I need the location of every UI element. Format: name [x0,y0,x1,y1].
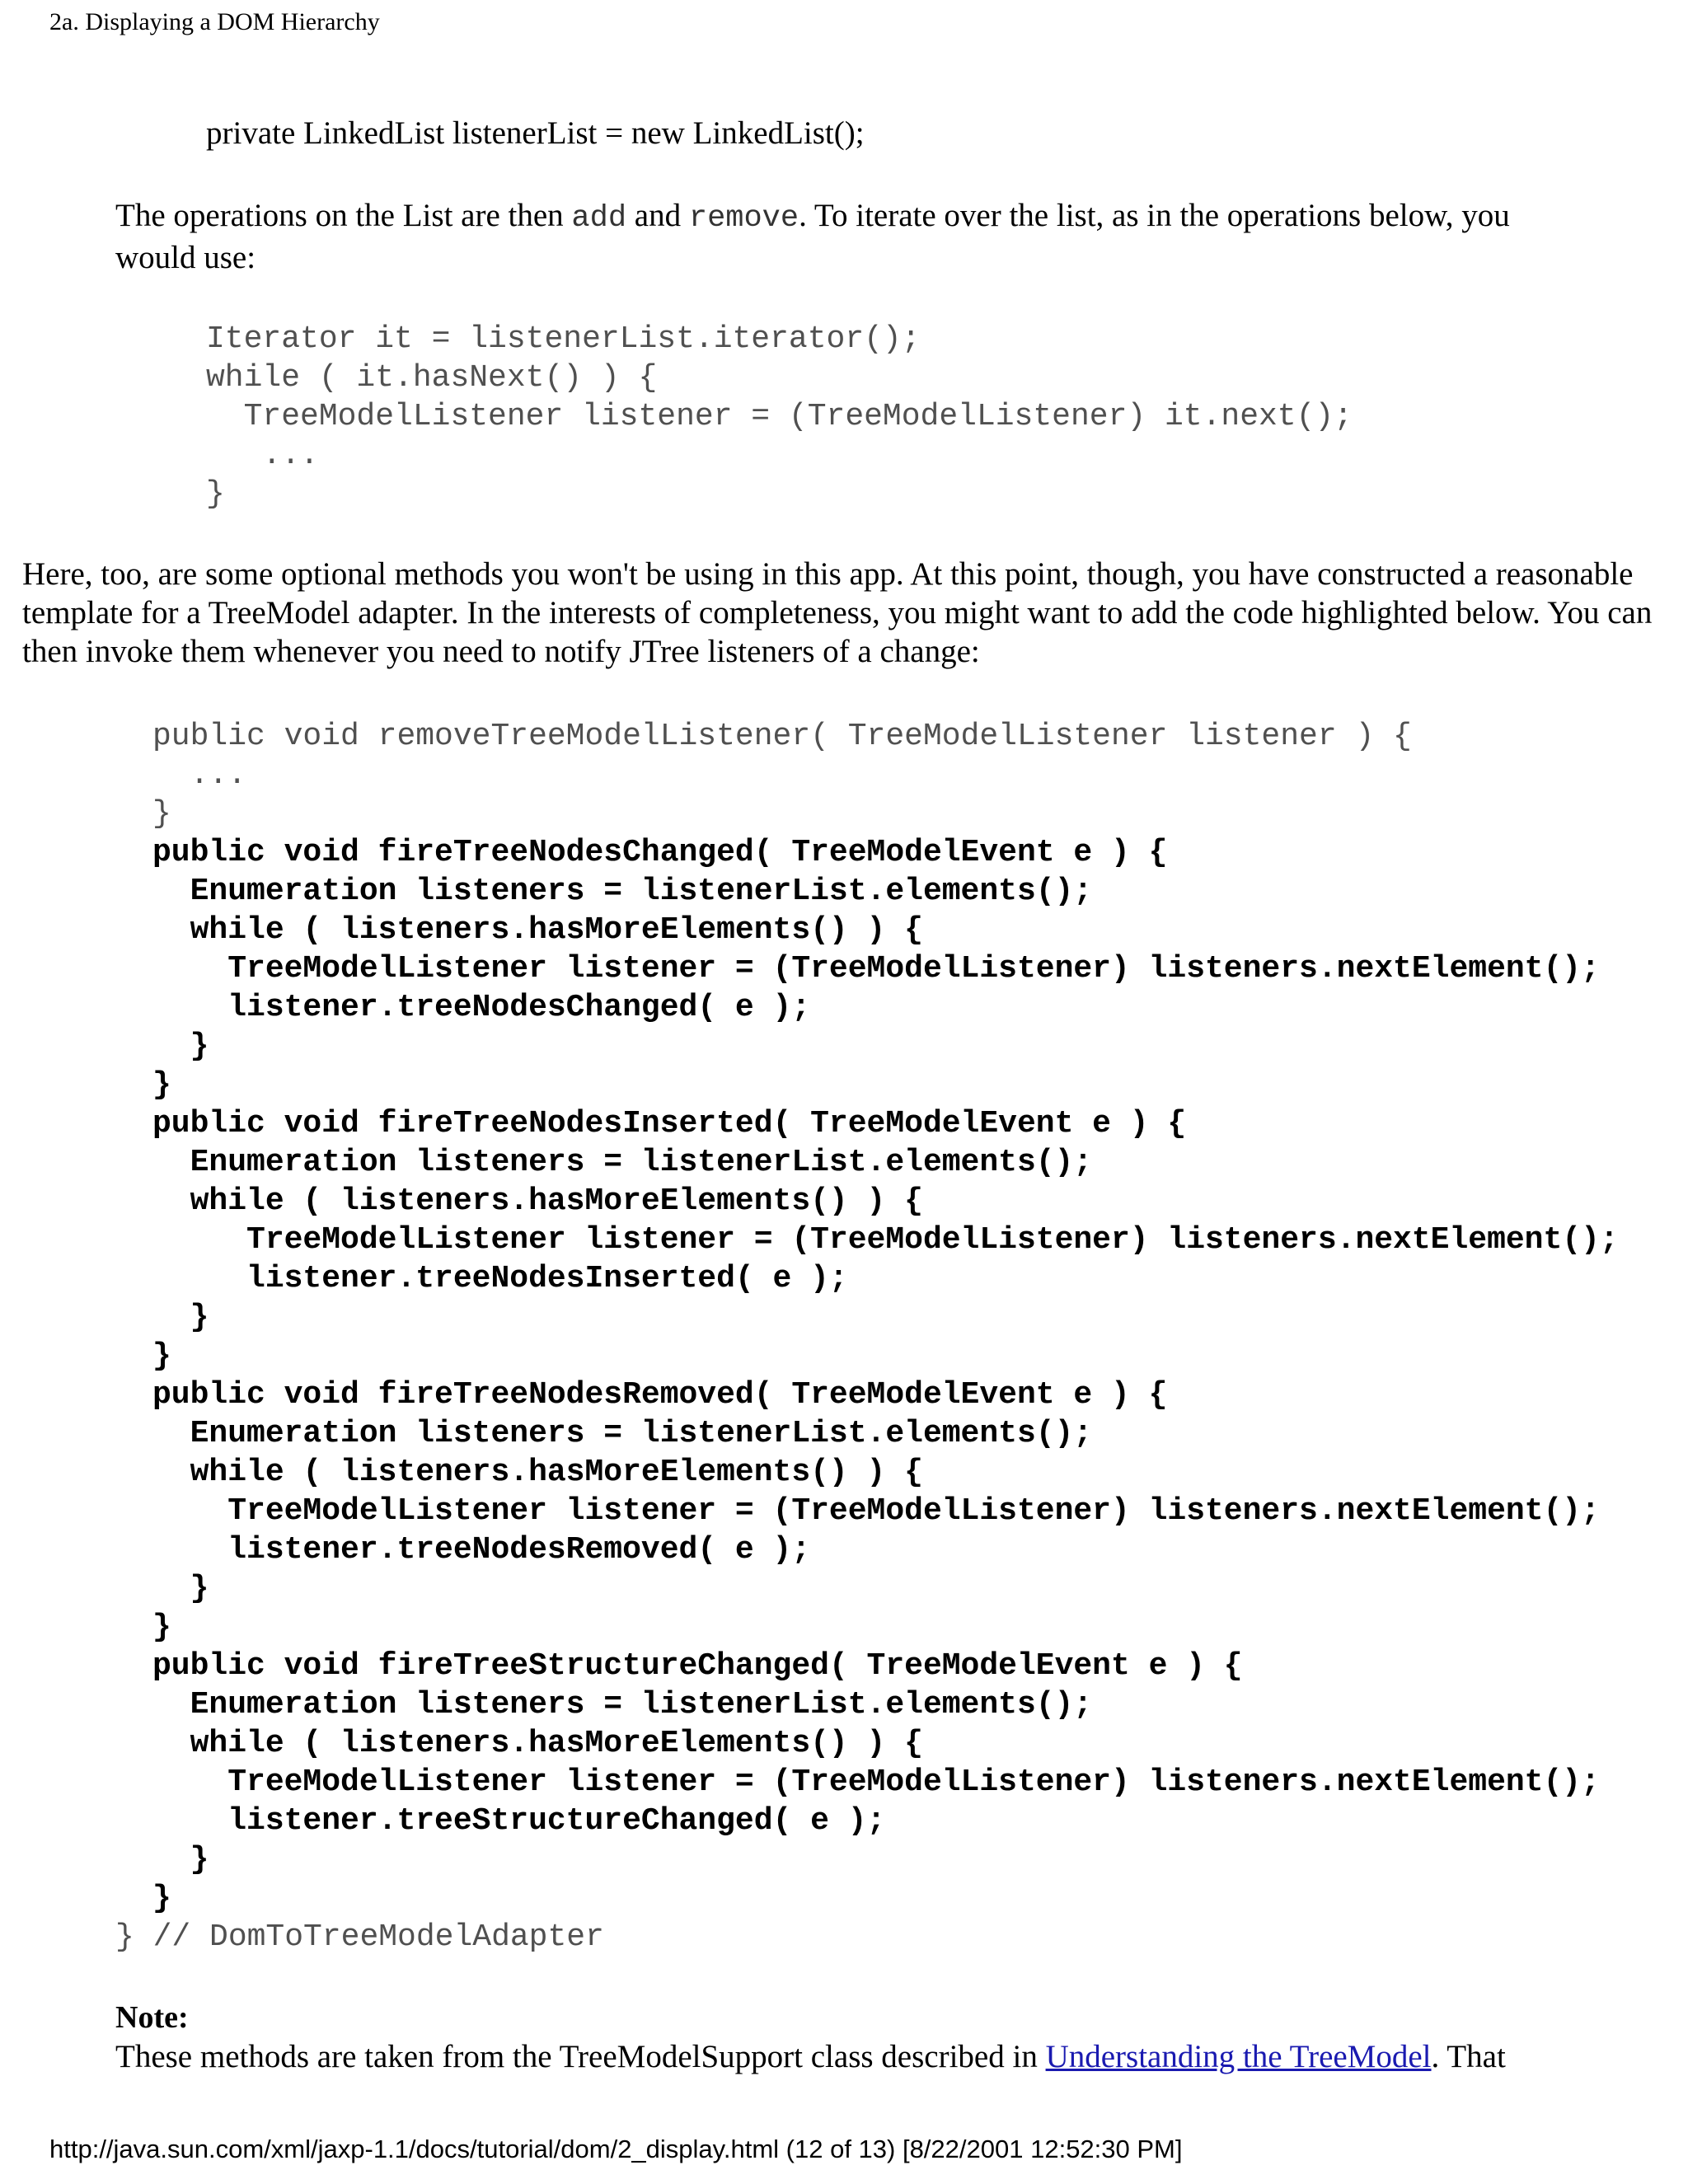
closing-code-line: } // DomToTreeModelAdapter [115,1919,604,1955]
code-line: public void fireTreeNodesRemoved( TreeModelEvent e ) { [152,1377,1168,1413]
code-line: TreeModelListener listener = (TreeModelListener) listeners.nextElement(); [152,951,1600,987]
code-line: TreeModelListener listener = (TreeModelListener) it.next(); [206,399,1353,434]
code-line: TreeModelListener listener = (TreeModelListener) listeners.nextElement(); [152,1765,1600,1800]
code-line: while ( listeners.hasMoreElements() ) { [152,1455,923,1490]
code-line: } [152,1300,209,1335]
code-line: } [152,1338,171,1374]
code-line: } [152,1842,209,1877]
code-line: Enumeration listeners = listenerList.elements(); [152,1145,1093,1180]
code-line: } [152,1610,171,1645]
note-label: Note: [115,2000,189,2035]
understanding-treemodel-link[interactable]: Understanding the TreeModel [1045,2039,1432,2074]
linkedlist-declaration: private LinkedList listenerList = new LinkedList(); [206,115,865,151]
code-line: listener.treeNodesInserted( e ); [152,1261,848,1296]
code-line: } [152,1067,171,1103]
code-line: Enumeration listeners = listenerList.elements(); [152,874,1093,909]
code-line: listener.treeStructureChanged( e ); [152,1803,886,1839]
fire-methods-code-block [152,833,1619,1918]
inline-code-remove: remove [688,201,799,236]
code-line: } [152,796,171,832]
code-line: } [152,1029,209,1064]
code-line: } [152,1881,171,1916]
code-line: public void fireTreeNodesChanged( TreeModelEvent e ) { [152,835,1168,870]
code-line: listener.treeNodesChanged( e ); [152,990,811,1025]
inline-code-add: add [571,201,627,236]
code-line: listener.treeNodesRemoved( e ); [152,1532,811,1568]
code-line: while ( it.hasNext() ) { [206,360,658,396]
note-text: These methods are taken from the TreeModelSupport class described in Understanding the TreeModel. That [115,2039,1506,2074]
code-line: Enumeration listeners = listenerList.elements(); [152,1687,1093,1722]
code-line: public void removeTreeModelListener( TreeModelListener listener ) { [152,719,1412,754]
code-line: ... [206,438,319,473]
code-line: Enumeration listeners = listenerList.elements(); [152,1416,1093,1451]
code-line: ... [152,757,247,793]
page-header-title: 2a. Displaying a DOM Hierarchy [49,8,380,35]
iterator-code-block [206,320,1353,513]
code-line: public void fireTreeStructureChanged( TreeModelEvent e ) { [152,1648,1243,1684]
page-footer-url: http://java.sun.com/xml/jaxp-1.1/docs/tutorial/dom/2_display.html (12 of 13) [8/22/2001 12:52:30 PM] [49,2135,1183,2163]
code-line: } [152,1571,209,1606]
code-line: } [206,476,225,512]
code-line: TreeModelListener listener = (TreeModelListener) listeners.nextElement(); [152,1493,1600,1529]
remove-listener-code-block [152,717,1412,833]
code-line: public void fireTreeNodesInserted( TreeModelEvent e ) { [152,1106,1187,1141]
paragraph-optional-methods: Here, too, are some optional methods you won't be using in this app. At this point, though, you have constructed a reasonable template for a TreeModel adapter. In the interests of completeness, you might want to add the code highlighted below. You can then invoke them whenever you need to notify JTree listeners of a change: [22,556,1653,669]
code-line: while ( listeners.hasMoreElements() ) { [152,1183,923,1219]
code-line: Iterator it = listenerList.iterator(); [206,321,921,357]
paragraph-list-operations: The operations on the List are then add and remove. To iterate over the list, as in the operations below, you would use: [115,198,1510,275]
code-line: while ( listeners.hasMoreElements() ) { [152,912,923,948]
code-line: while ( listeners.hasMoreElements() ) { [152,1726,923,1761]
code-line: TreeModelListener listener = (TreeModelListener) listeners.nextElement(); [152,1222,1619,1258]
